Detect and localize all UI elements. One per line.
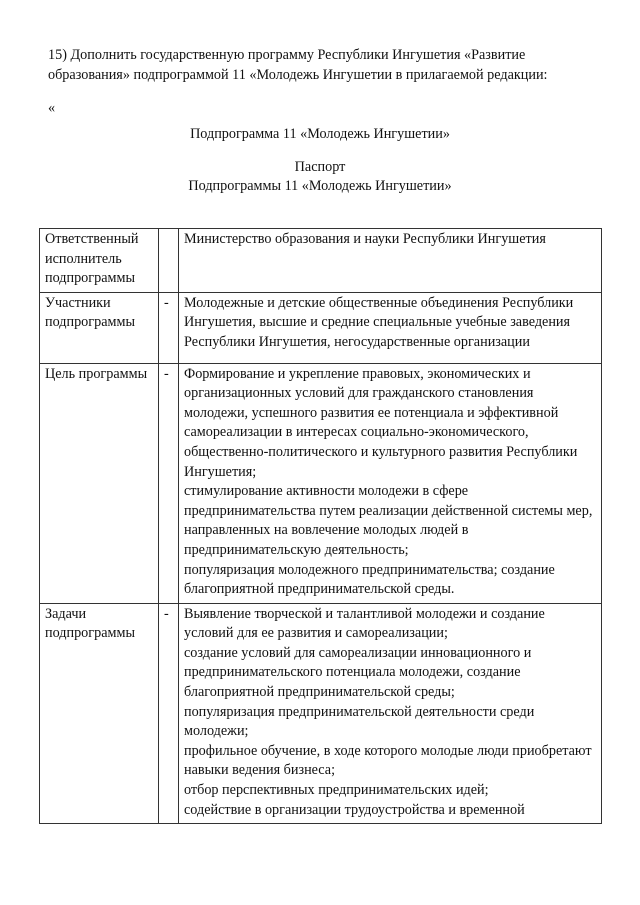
content-line: популяризация молодежного предпринимательства; создание благоприятной предпринимательской среды. <box>184 561 555 598</box>
content-line: Выявление творческой и талантливой молодежи и создание условий для ее развития и самореализации; <box>184 605 545 642</box>
content-line: содействие в организации трудоустройства и временной <box>184 801 525 818</box>
content-line: стимулирование активности молодежи в сфере предпринимательства путем реализации действенной системы мер, направленных на вовлечение молодых людей в предпринимательскую деятельность; <box>184 483 593 558</box>
row-content-goal <box>179 363 602 603</box>
table-row <box>40 603 602 824</box>
content-line: профильное обучение, в ходе которого молодые люди приобретают навыки ведения бизнеса; <box>184 742 592 779</box>
table-row <box>40 292 602 363</box>
row-content-tasks <box>179 603 602 824</box>
content-line: Министерство образования и науки Республики Ингушетия <box>184 231 546 247</box>
row-label-responsible: Ответственный исполнитель подпрограммы <box>40 229 159 293</box>
table-row <box>40 363 602 603</box>
row-content-responsible <box>179 229 602 293</box>
opening-quote-mark: « <box>48 100 56 116</box>
passport-title: Паспорт <box>294 159 346 175</box>
row-dash: - <box>159 292 179 363</box>
row-dash: - <box>159 603 179 824</box>
content-line: популяризация предпринимательской деятельности среди молодежи; <box>184 703 535 740</box>
passport-subtitle: Подпрограммы 11 «Молодежь Ингушетии» <box>188 178 452 194</box>
content-line: создание условий для самореализации инновационного и предпринимательского потенциала молодежи, создание благоприятной предпринимательской среды; <box>184 644 532 701</box>
content-line: отбор перспективных предпринимательских идей; <box>184 782 489 799</box>
row-label-tasks: Задачи подпрограммы <box>40 603 159 824</box>
content-line: Молодежные и детские общественные объединения Республики Ингушетия, высшие и средние специальные учебные заведения Республики Ингушетия, негосударственные организации <box>184 294 574 350</box>
row-content-participants <box>179 292 602 363</box>
row-label-goal: Цель программы <box>40 363 159 603</box>
content-line: Формирование и укрепление правовых, экономических и организационных условий для гражданского становления молодежи, успешного развития ее потенциала и эффективной самореализации в интересах социально-экономического, общественно-политического и культурного развития Республики Ингушетия; <box>184 365 578 480</box>
row-label-participants: Участники подпрограммы <box>40 292 159 363</box>
row-dash <box>159 229 179 293</box>
passport-table <box>39 228 602 824</box>
subprogram-title: Подпрограмма 11 «Молодежь Ингушетии» <box>190 126 450 142</box>
intro-paragraph: 15) Дополнить государственную программу Республики Ингушетия «Развитие образования» подпрограммой 11 «Молодежь Ингушетии в прилагаемой редакции: <box>48 47 548 83</box>
row-dash: - <box>159 363 179 603</box>
table-row <box>40 229 602 293</box>
